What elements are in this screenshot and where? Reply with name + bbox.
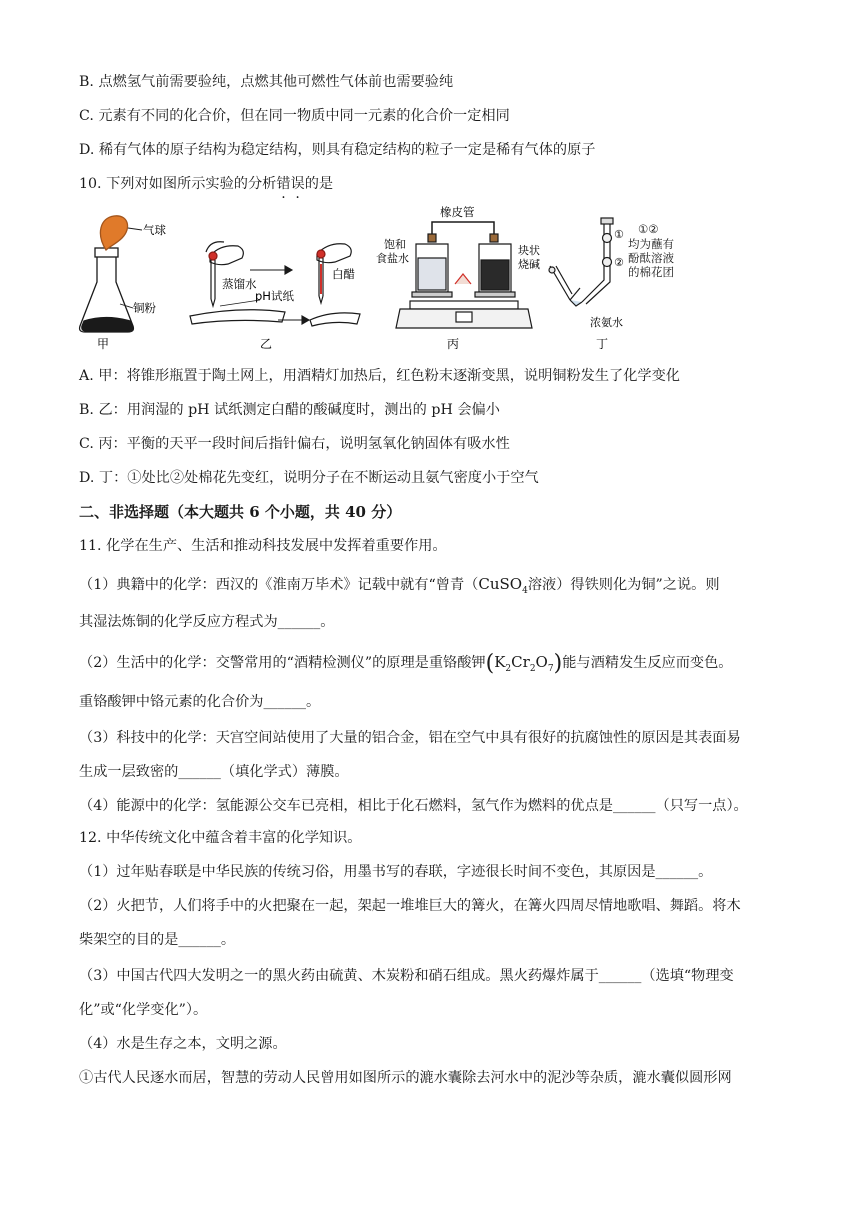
formula-k: K — [494, 653, 506, 671]
option-b-q9: B. 点燃氢气前需要验纯，点燃其他可燃性气体前也需要验纯 — [79, 74, 454, 90]
cotton-note-line-3: 的棉花团 — [628, 265, 674, 279]
copper-powder-label: 铜粉 — [133, 301, 156, 315]
q12-part2-line1: （2）火把节，人们将手中的火把聚在一起，架起一堆堆巨大的篝火，在篝火四周尽情地歌唱、舞蹈。将木 — [79, 898, 741, 914]
ammonia-label: 浓氨水 — [590, 316, 623, 329]
caption-ding: 丁 — [596, 337, 609, 351]
q11-part3-line1: （3）科技中的化学：天宫空间站使用了大量的铝合金，铝在空气中具有很好的抗腐蚀性的原因是其表面易 — [79, 730, 741, 746]
balloon-label: 气球 — [143, 223, 166, 237]
q12-part3-line2: 化”或“化学变化”）。 — [79, 1002, 208, 1018]
question-10-text: 10. 下列对如图所示实验的分析 — [79, 176, 277, 192]
cuso4-base: CuSO — [478, 575, 523, 593]
option-a-q10: A. 甲：将锥形瓶置于陶土网上，用酒精灯加热后，红色粉末逐渐变黑，说明铜粉发生了化学变化 — [79, 368, 680, 384]
q11-part3-line2: 生成一层致密的______（填化学式）薄膜。 — [79, 764, 349, 780]
caption-bing: 丙 — [447, 337, 460, 351]
rubber-tube-label: 橡皮管 — [440, 205, 475, 219]
k2cr2o7-formula: $(K_2Cr_2O_7)$ — [485, 651, 563, 676]
formula-cr-sub: 2 — [529, 664, 536, 674]
q11-part2-post: 能与酒精发生反应而变色。 — [562, 655, 733, 671]
saturated-brine-label-1: 饱和 — [384, 238, 406, 251]
experiment-figure — [70, 204, 674, 354]
cotton-note-line-1: 均为蘸有 — [628, 237, 674, 251]
balance-with-bottles — [396, 222, 532, 328]
question-10-text-end: 的是 — [304, 176, 334, 192]
cuso4-subscript: 4 — [522, 586, 528, 596]
emphasis-char-1: 错 — [276, 176, 291, 192]
question-10 — [79, 174, 333, 194]
cuso4-formula — [478, 575, 528, 596]
formula-o-sub: 7 — [547, 664, 554, 674]
distilled-water-label: 蒸馏水 — [222, 277, 257, 291]
caustic-soda-label-1: 块状 — [518, 244, 540, 257]
q12-part4: （4）水是生存之本，文明之源。 — [79, 1036, 287, 1052]
q12-part1: （1）过年贴春联是中华民族的传统习俗，用墨书写的春联，字迹很长时间不变色，其原因是______。 — [79, 864, 713, 880]
experiment-illustration — [70, 204, 630, 354]
q11-part4: （4）能源中的化学：氢能源公交车已亮相，相比于化石燃料，氢气作为燃料的优点是______（只写一点）。 — [79, 798, 748, 814]
ph-paper-label: pH试纸 — [255, 289, 294, 303]
caustic-soda-label-2: 烧碱 — [518, 258, 540, 271]
option-b-q10: B. 乙：用润湿的 pH 试纸测定白醋的酸碱度时，测出的 pH 会偏小 — [79, 402, 500, 418]
emphasis-char-2: 误 — [290, 176, 305, 192]
q11-part1-post: 溶液）得铁则化为铜”之说。则 — [527, 577, 720, 593]
q12-part3-line1: （3）中国古代四大发明之一的黑火药由硫黄、木炭粉和硝石组成。黑火药爆炸属于______（选填“物理变 — [79, 968, 734, 984]
v-tube-setup — [549, 218, 613, 306]
cotton-marker-1: ① — [614, 228, 624, 241]
question-11: 11. 化学在生产、生活和推动科技发展中发挥着重要作用。 — [79, 538, 447, 554]
option-d-q9: D. 稀有气体的原子结构为稳定结构，则具有稳定结构的粒子一定是稀有气体的原子 — [79, 142, 596, 158]
cotton-note-head: ①② — [638, 222, 659, 236]
caption-yi: 乙 — [260, 337, 273, 351]
q11-part2-line1 — [79, 652, 732, 679]
cotton-marker-2: ② — [614, 256, 624, 269]
formula-o: O — [535, 653, 548, 671]
option-c-q9: C. 元素有不同的化合价，但在同一物质中同一元素的化合价一定相同 — [79, 108, 510, 124]
caption-jia: 甲 — [97, 337, 110, 351]
q11-part1-line1 — [79, 574, 720, 601]
cotton-note-line-2: 酚酞溶液 — [628, 251, 674, 265]
formula-k-sub: 2 — [505, 664, 512, 674]
section-heading: 二、非选择题（本大题共 6 个小题，共 40 分） — [79, 503, 402, 521]
q11-part2-pre: （2）生活中的化学：交警常用的“酒精检测仪”的原理是重铬酸钾 — [79, 655, 486, 671]
option-c-q10: C. 丙：平衡的天平一段时间后指针偏右，说明氢氧化钠固体有吸水性 — [79, 436, 510, 452]
question-12: 12. 中华传统文化中蕴含着丰富的化学知识。 — [79, 830, 362, 846]
q11-part1-pre: （1）典籍中的化学：西汉的《淮南万毕术》记载中就有“曾青（ — [79, 577, 479, 593]
q11-part1-line2: 其湿法炼铜的化学反应方程式为______。 — [79, 614, 335, 630]
dropper-setup-right — [310, 244, 360, 326]
formula-cr: Cr — [511, 653, 530, 671]
q12-part2-line2: 柴架空的目的是______。 — [79, 932, 236, 948]
option-d-q10: D. 丁：①处比②处棉花先变红，说明分子在不断运动且氨气密度小于空气 — [79, 470, 539, 486]
q11-part2-line2: 重铬酸钾中铬元素的化合价为______。 — [79, 694, 321, 710]
saturated-brine-label-2: 食盐水 — [376, 252, 409, 265]
q12-part4-sub1: ①古代人民逐水而居，智慧的劳动人民曾用如图所示的漉水囊除去河水中的泥沙等杂质，漉水囊似圆形网 — [79, 1070, 732, 1086]
white-vinegar-label: 白醋 — [332, 267, 355, 281]
